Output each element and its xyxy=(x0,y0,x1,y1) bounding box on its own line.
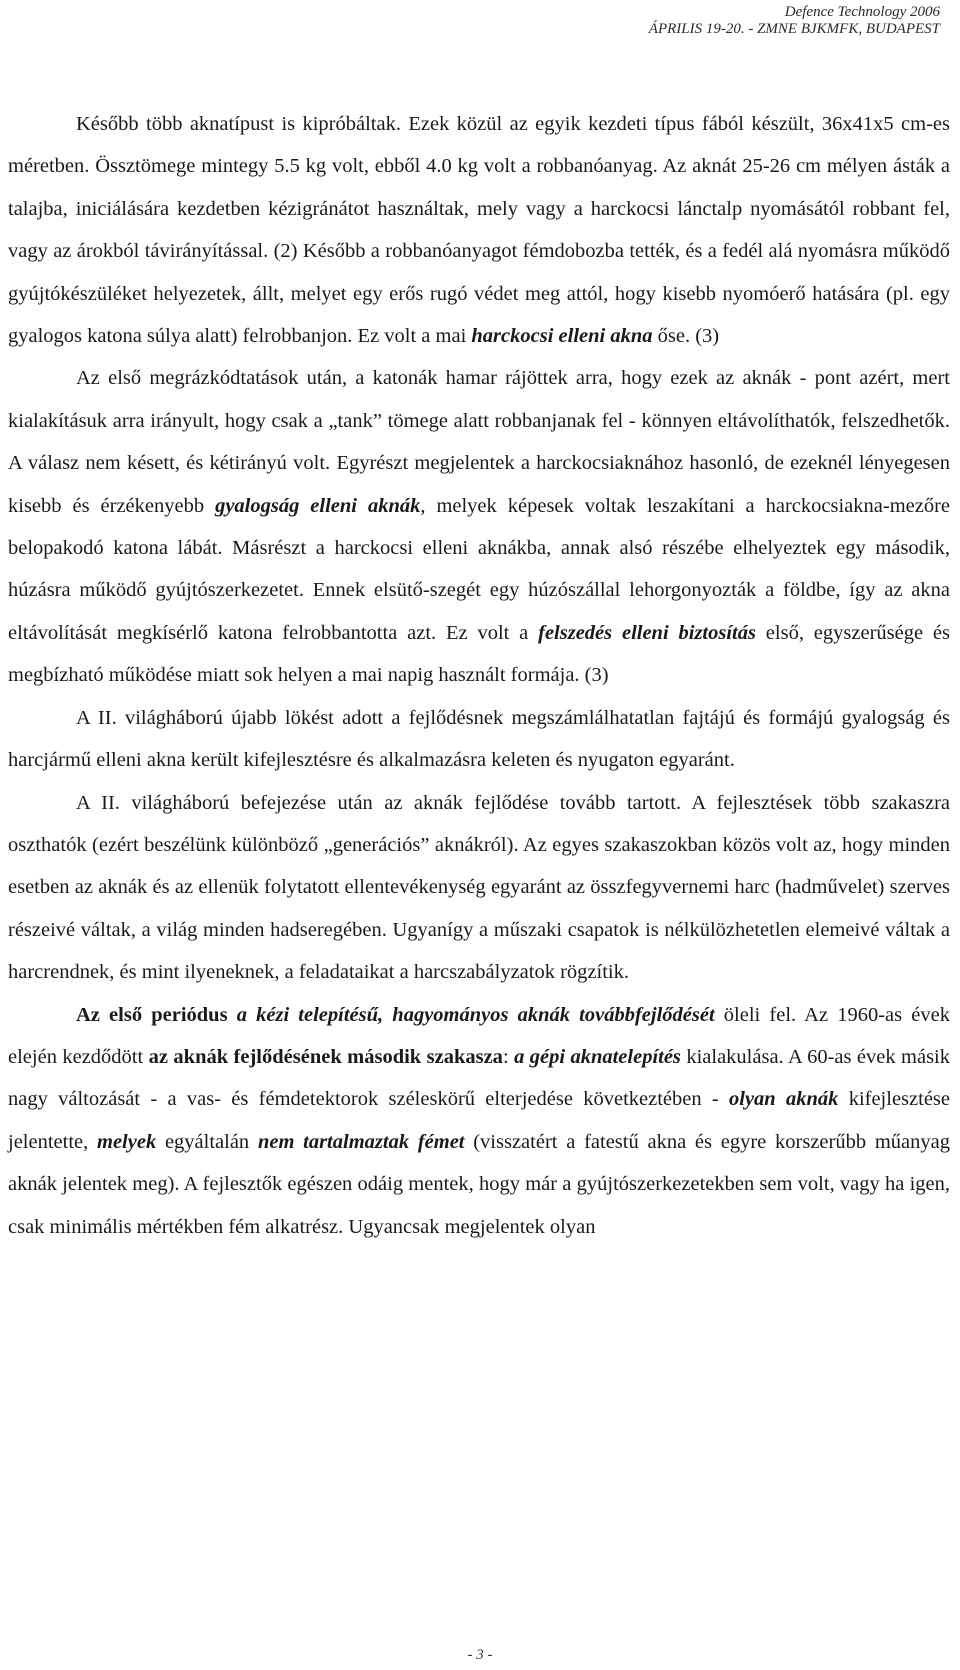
emphasis-term: melyek xyxy=(97,1130,157,1153)
paragraph-4: A II. világháború befejezése után az aknák fejlődése tovább tartott. A fejlesztések több szakaszra oszthatók (ezért beszélünk különböző „generációs” aknákról). Az egyes szakaszokban közös volt az, hogy minden esetben az aknák és az ellenük folytatott ellentevékenység egyaránt az összfegyvernemi harc (hadművelet) szerves részeivé váltak, a világ minden hadseregében. Ugyanígy a műszaki csapatok is nélkülözhetetlen elemeivé váltak a harcrendnek, és mint ilyeneknek, a feladataikat a harcszabályzatok rögzítik. xyxy=(8,791,950,984)
emphasis-term: az aknák fejlődésének második szakasza xyxy=(148,1045,503,1068)
emphasis-term: nem tartalmaztak fémet xyxy=(257,1130,465,1153)
paragraph-2: Az első megrázkódtatások után, a katonák hamar rájöttek arra, hogy ezek az aknák - pont azért, mert kialakításuk arra irányult, hogy csak a „tank” tömege alatt robbanjanak fel - könnyen eltávolíthatók, felszedhetők. A válasz nem késett, és kétirányú volt. Egyrészt megjelentek a harckocsiaknához hasonló, de ezeknél lényegesen kisebb és érzékenyebb gyalogság elleni aknák, melyek képesek voltak leszakítani a harckocsiakna-mezőre belopakodó katona lábát. Másrészt a harckocsi elleni aknákba, annak alsó részébe elhelyeztek egy második, húzásra működő gyújtószerkezetet. Ennek elsütő-szegét egy húzószállal lehorgonyozták a földbe, így az akna eltávolítását megkísérlő katona felrobbantotta azt. Ez volt a felszedés elleni biztosítás első, egyszerűsége és megbízható működése miatt sok helyen a mai napig használt formája. (3) xyxy=(8,367,951,687)
paragraph-3: A II. világháború újabb lökést adott a fejlődésnek megszámlálhatatlan fajtájú és formájú gyalogság és harcjármű elleni akna került kifejlesztésre és alkalmazásra keleten és nyugaton egyaránt. xyxy=(8,706,950,772)
emphasis-term: harckocsi elleni akna xyxy=(471,325,653,348)
paragraph-5: Az első periódus a kézi telepítésű, hagyományos aknák továbbfejlődését öleli fel. Az 1960-as évek elején kezdődött az aknák fejlődésének második szakasza: a gépi aknatelepítés kialakulása. A 60-as évek másik nagy változását - a vas- és fémdetektorok széleskörű elterjedése következtében - olyan aknák kifejlesztése jelentette, melyek egyáltalán nem tartalmaztak fémet (visszatért a fatestű akna és egyre korszerűbb műanyag aknák jelentek meg). A fejlesztők egészen odáig mentek, hogy már a gyújtószerkezetekben sem volt, vagy ha igen, csak minimális mértékben fém alkatrész. Ugyancsak megjelentek olyan xyxy=(8,1003,950,1238)
emphasis-term: gyalogság elleni aknák xyxy=(215,494,421,517)
conference-date-location: ÁPRILIS 19-20. - ZMNE BJKMFK, BUDAPEST xyxy=(648,21,940,37)
document-body xyxy=(8,103,950,1248)
emphasis-term: olyan aknák xyxy=(729,1088,839,1111)
page-number: - 3 - xyxy=(467,1647,493,1663)
emphasis-term: Az első periódus xyxy=(76,1003,228,1026)
conference-title: Defence Technology 2006 xyxy=(784,4,940,20)
emphasis-term: a kézi telepítésű, hagyományos aknák továbbfejlődését xyxy=(227,1003,715,1026)
emphasis-term: felszedés elleni biztosítás xyxy=(538,621,756,644)
paragraph-1: Később több aknatípust is kipróbáltak. Ezek közül az egyik kezdeti típus fából készült, 36x41x5 cm-es méretben. Össztömege mintegy 5.5 kg volt, ebből 4.0 kg volt a robbanóanyag. Az aknát 25-26 cm mélyen ásták a talajba, iniciálására kezdetben kézigránátot használtak, mely vagy a harckocsi lánctalp nyomásától robbant fel, vagy az árokból távirányítással. (2) Később a robbanóanyagot fémdobozba tették, és a fedél alá nyomásra működő gyújtókészüléket helyezetek, állt, melyet egy erős rugó védet meg attól, hogy kisebb nyomóerő hatására (pl. egy gyalogos katona súlya alatt) felrobbanjon. Ez volt a mai harckocsi elleni akna őse. (3) xyxy=(8,113,950,348)
page-header xyxy=(649,4,940,38)
emphasis-term: a gépi aknatelepítés xyxy=(514,1045,681,1068)
